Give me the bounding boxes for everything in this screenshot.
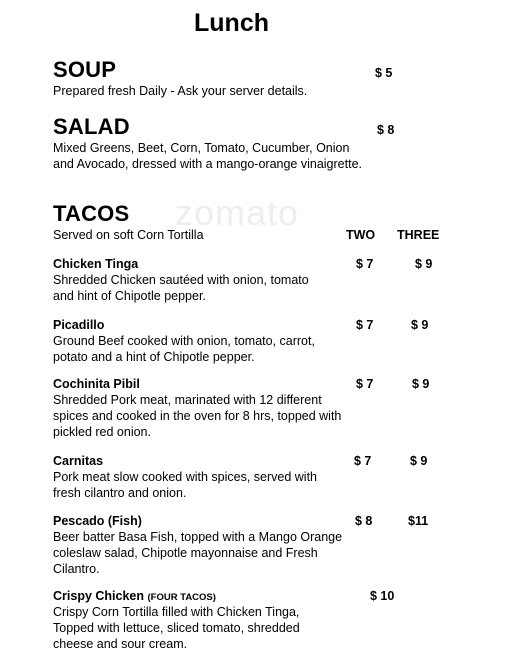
item-price-two: $ 8 [355,514,373,528]
item-description: Shredded Pork meat, marinated with 12 different spices and cooked in the oven for 8 hrs, topped with pickled red onion. [53,393,342,439]
soup-description: Prepared fresh Daily - Ask your server details. [53,84,308,98]
salad-heading: SALAD [53,114,130,139]
item-description: Beer batter Basa Fish, topped with a Mango Orange coleslaw salad, Chipotle mayonnaise and Fresh Cilantro. [53,530,343,576]
soup-price: $ 5 [375,66,393,80]
item-description: Shredded Chicken sautéed with onion, tomato and hint of Chipotle pepper. [53,273,309,303]
item-price-three: $ 9 [415,257,433,271]
column-two-heading: TWO [346,228,376,242]
item-name: Pescado (Fish) [53,514,142,528]
item-name: Carnitas [53,454,104,468]
crispy-chicken-name [53,589,216,603]
crispy-chicken-title: Crispy Chicken [53,589,145,603]
crispy-chicken-price: $ 10 [370,589,395,603]
salad-price: $ 8 [377,123,395,137]
item-price-two: $ 7 [356,318,374,332]
item-price-three: $ 9 [410,454,428,468]
crispy-chicken-note: (FOUR TACOS) [147,592,216,603]
item-description: Pork meat slow cooked with spices, served with fresh cilantro and onion. [53,470,317,500]
column-three-heading: THREE [397,228,440,242]
item-name: Picadillo [53,318,105,332]
page-title: Lunch [194,9,269,37]
item-name: Cochinita Pibil [53,377,140,391]
item-name: Chicken Tinga [53,257,139,271]
tacos-subheading: Served on soft Corn Tortilla [53,228,204,242]
item-price-three: $11 [408,514,429,528]
soup-heading: SOUP [53,57,117,82]
item-price-two: $ 7 [354,454,372,468]
salad-description: Mixed Greens, Beet, Corn, Tomato, Cucumber, Onion and Avocado, dressed with a mango-orange vinaigrette. [53,141,362,171]
item-price-two: $ 7 [356,377,374,391]
item-price-two: $ 7 [356,257,374,271]
tacos-heading: TACOS [53,201,130,226]
crispy-chicken-description: Crispy Corn Tortilla filled with Chicken Tinga, Topped with lettuce, sliced tomato, shredded cheese and sour cream. [53,605,300,651]
item-price-three: $ 9 [412,377,430,391]
item-description: Ground Beef cooked with onion, tomato, carrot, potato and a hint of Chipotle pepper. [53,334,315,364]
item-price-three: $ 9 [411,318,429,332]
watermark: zomato [175,192,300,233]
